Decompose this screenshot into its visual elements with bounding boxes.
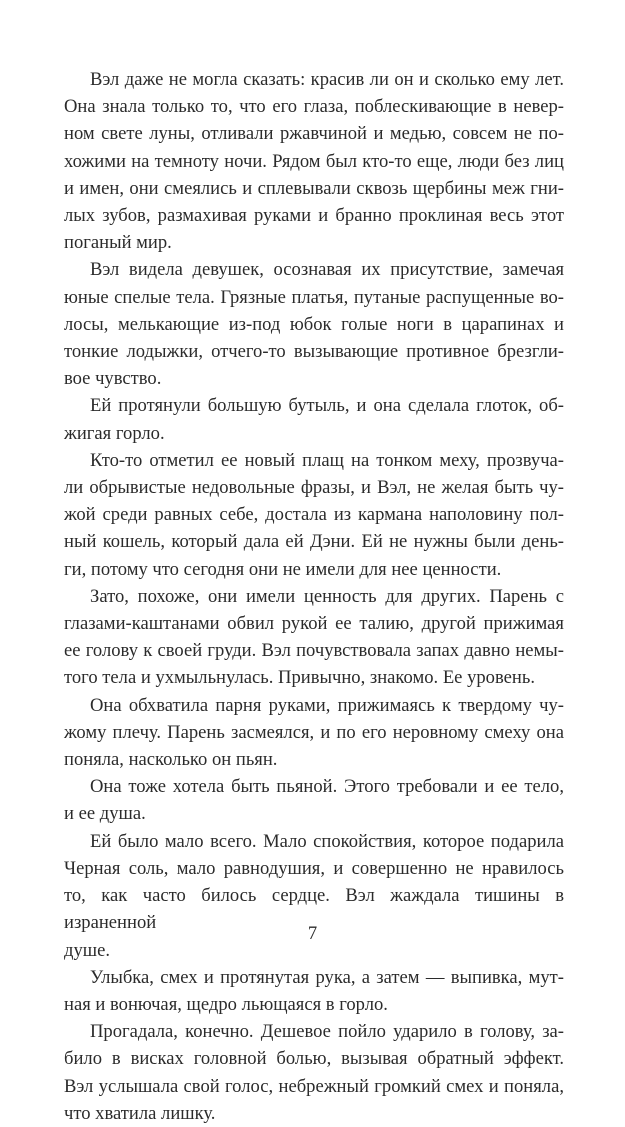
text-line: Улыбка, смех и протянутая рука, а затем — выпивка, мут-	[90, 966, 564, 988]
text-line: Она тоже хотела быть пьяной. Этого требовали и ее тело,	[90, 776, 564, 798]
text-line: ее голову к своей груди. Вэл почувствовала запах давно немы-	[64, 640, 564, 662]
text-line: Она знала только то, что его глаза, поблескивающие в невер-	[64, 96, 564, 118]
text-line: ги, потому что сегодня они не имели для нее ценности.	[64, 558, 502, 580]
text-line: лых зубов, размахивая руками и бранно проклиная весь этот	[64, 205, 564, 227]
text-line: Кто-то отметил ее новый плащ на тонком меху, прозвуча-	[90, 449, 564, 471]
text-line: поняла, насколько он пьян.	[64, 749, 278, 771]
paragraph	[64, 583, 564, 692]
text-line: Она обхватила парня руками, прижимаясь к твердому чу-	[90, 694, 564, 716]
text-line: хожими на темноту ночи. Рядом был кто-то еще, люди без лиц	[64, 150, 564, 172]
text-line: ном свете луны, отливали ржавчиной и медью, совсем не по-	[64, 123, 564, 145]
paragraph	[64, 964, 564, 1018]
page-number: 7	[307, 923, 318, 944]
paragraph	[64, 1018, 564, 1127]
text-line: и ее душа.	[64, 803, 146, 825]
text-line: ный кошель, который дала ей Дэни. Ей не нужны были день-	[64, 531, 564, 553]
text-line: Ей протянули большую бутыль, и она сделала глоток, об-	[90, 395, 564, 417]
text-line: что хватила лишку.	[64, 1102, 216, 1124]
text-line: юные спелые тела. Грязные платья, путаные распущенные во-	[64, 286, 564, 308]
text-line: поганый мир.	[64, 232, 172, 254]
paragraph	[64, 447, 564, 583]
text-line: Ей было мало всего. Мало спокойствия, которое подарила	[90, 830, 564, 852]
paragraph	[64, 66, 564, 256]
paragraph	[64, 256, 564, 392]
text-line: жигая горло.	[64, 422, 165, 444]
text-line: Вэл даже не могла сказать: красив ли он и сколько ему лет.	[90, 69, 564, 90]
paragraph	[64, 773, 564, 827]
text-line: того тела и ухмыльнулась. Привычно, знакомо. Ее уровень.	[64, 667, 535, 689]
text-line: Зато, похоже, они имели ценность для других. Парень с	[90, 585, 564, 607]
text-line: ная и вонючая, щедро льющаяся в горло.	[64, 993, 388, 1015]
text-line: Черная соль, мало равнодушия, и совершенно не нравилось	[64, 857, 564, 879]
text-line: Вэл видела девушек, осознавая их присутствие, замечая	[90, 259, 564, 281]
text-line: глазами-каштанами обвил рукой ее талию, другой прижимая	[64, 613, 564, 635]
text-line: Вэл услышала свой голос, небрежный громкий смех и поняла,	[64, 1075, 564, 1097]
text-line: било в висках головной болью, вызывая обратный эффект.	[64, 1048, 564, 1070]
paragraph	[64, 692, 564, 774]
text-line: вое чувство.	[64, 368, 162, 390]
text-line: жому плечу. Парень засмеялся, и по его неровному смеху она	[64, 721, 564, 743]
text-line: жой среди равных себе, достала из кармана наполовину пол-	[64, 504, 564, 526]
text-line: лосы, мелькающие из-под юбок голые ноги в царапинах и	[64, 313, 564, 335]
text-line: и имен, они смеялись и сплевывали сквозь щербины меж гни-	[64, 177, 564, 199]
text-line: то, как часто билось сердце. Вэл жаждала тишины в израненной	[64, 885, 564, 934]
page-body	[64, 66, 564, 1127]
paragraph	[64, 392, 564, 446]
text-line: ли обрывистые недовольные фразы, и Вэл, не желая быть чу-	[64, 477, 564, 499]
text-line: тонкие лодыжки, отчего-то вызывающие противное брезгли-	[64, 341, 564, 363]
text-line: Прогадала, конечно. Дешевое пойло ударило в голову, за-	[90, 1021, 564, 1043]
text-line: душе.	[64, 939, 110, 961]
